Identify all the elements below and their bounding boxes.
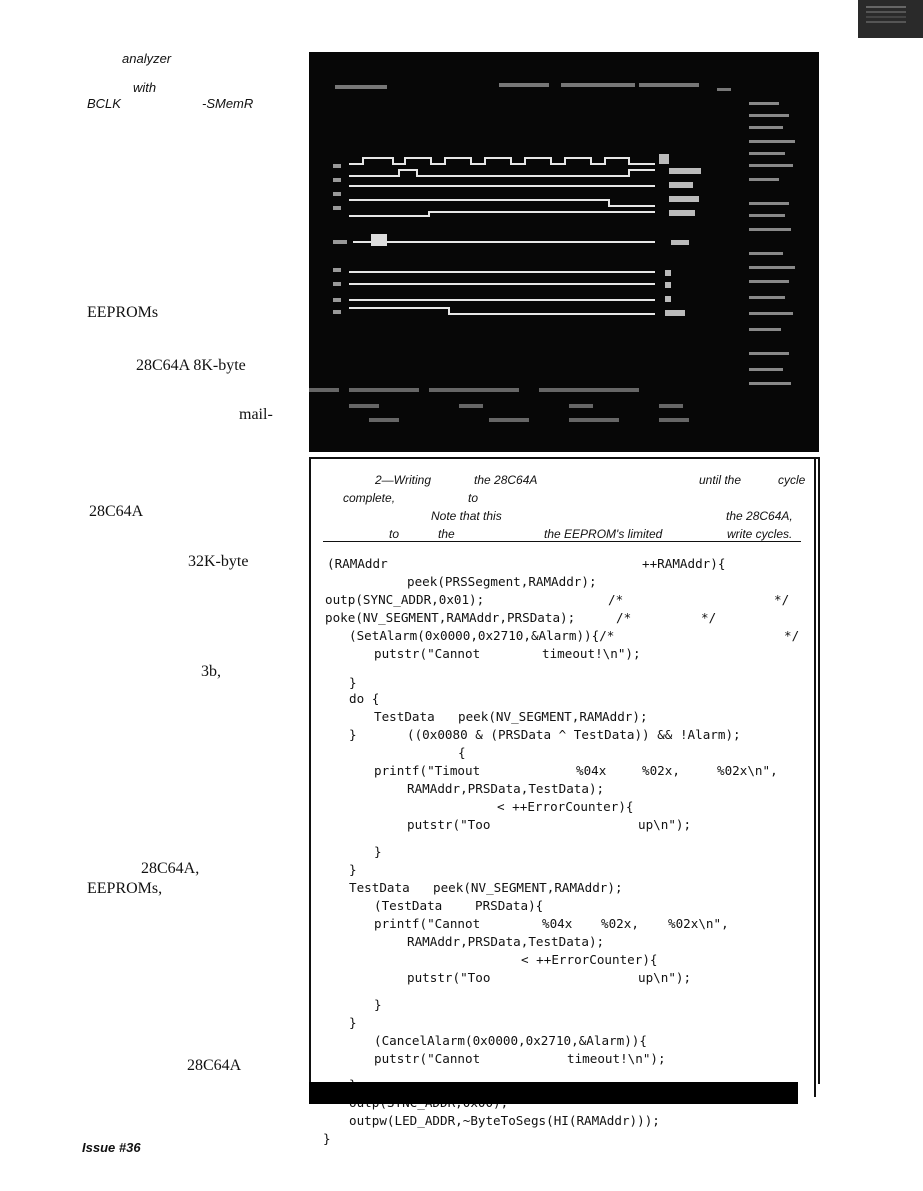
code-fragment: } <box>374 997 382 1012</box>
code-fragment: TestData <box>349 880 410 895</box>
scope-footer-noise <box>309 388 689 422</box>
code-fragment: (TestData <box>374 898 443 913</box>
logic-analyzer-screen <box>309 52 819 452</box>
code-fragment: putstr("Cannot <box>374 1051 481 1066</box>
corner-tab <box>858 0 923 38</box>
code-fragment: %04x <box>576 763 607 778</box>
figure-bottom-bar <box>309 1082 798 1104</box>
body-text-fragment: 32K-byte <box>188 553 249 570</box>
code-fragment: peek(PRSSegment,RAMAddr); <box>407 574 597 589</box>
code-fragment: %02x, <box>642 763 680 778</box>
code-fragment: PRSData){ <box>475 898 544 913</box>
code-fragment: %02x\n", <box>717 763 778 778</box>
code-fragment: timeout!\n"); <box>542 646 641 661</box>
body-text-fragment: 28C64A <box>187 1057 242 1074</box>
code-fragment: } <box>349 675 357 690</box>
code-fragment: peek(NV_SEGMENT,RAMAddr); <box>458 709 648 724</box>
code-fragment: } <box>374 844 382 859</box>
code-fragment: putstr("Cannot <box>374 646 481 661</box>
scope-waveforms <box>349 158 655 314</box>
logic-analyzer-traces <box>309 52 819 452</box>
caption-fragment: Note that this <box>431 509 502 523</box>
code-fragment: do { <box>349 691 380 706</box>
code-fragment: (CancelAlarm(0x0000,0x2710,&Alarm)){ <box>374 1033 647 1048</box>
code-fragment: printf("Timout <box>374 763 481 778</box>
body-text-fragment: analyzer <box>122 51 172 66</box>
body-text-fragment: -SMemR <box>202 96 254 111</box>
code-fragment: } <box>323 1131 331 1146</box>
body-text-fragment: 28C64A <box>89 503 144 520</box>
code-fragment: up\n"); <box>638 970 692 985</box>
code-fragment: ++RAMAddr){ <box>642 556 726 571</box>
code-fragment: */ <box>784 628 800 643</box>
scope-cursor <box>371 234 387 246</box>
code-fragment: < ++ErrorCounter){ <box>497 799 634 814</box>
scope-side-noise <box>749 102 795 385</box>
caption-fragment: to <box>468 491 479 505</box>
code-fragment: %02x, <box>601 916 639 931</box>
code-fragment: } <box>349 862 357 877</box>
caption-fragment: write cycles. <box>727 527 793 541</box>
code-fragment: %02x\n", <box>668 916 729 931</box>
figure-2-box <box>309 457 820 1146</box>
body-text-fragment: 28C64A, <box>141 860 200 877</box>
body-text-fragment: mail- <box>239 406 273 423</box>
code-fragment: RAMAddr,PRSData,TestData); <box>407 934 605 949</box>
code-fragment: peek(NV_SEGMENT,RAMAddr); <box>433 880 623 895</box>
body-text-fragment: BCLK <box>87 96 121 111</box>
caption-fragment: complete, <box>343 491 396 505</box>
code-fragment: } <box>349 727 357 742</box>
code-fragment: timeout!\n"); <box>567 1051 666 1066</box>
scope-channel-markers <box>333 164 347 314</box>
code-fragment: poke(NV_SEGMENT,RAMAddr,PRSData); <box>325 610 576 625</box>
code-fragment: (RAMAddr <box>327 556 388 571</box>
issue-number: Issue #36 <box>82 1140 141 1155</box>
body-text-fragment: 28C64A 8K-byte <box>136 357 246 374</box>
body-text-fragment: EEPROMs <box>87 304 159 321</box>
code-fragment: } <box>349 1015 357 1030</box>
code-fragment: outpw(LED_ADDR,~ByteToSegs(HI(RAMAddr))); <box>349 1113 660 1128</box>
caption-divider <box>323 541 801 542</box>
body-text-fragment: 3b, <box>201 663 221 680</box>
code-fragment: < ++ErrorCounter){ <box>521 952 658 967</box>
caption-fragment: 2—Writing <box>375 473 432 487</box>
code-fragment: */ <box>701 610 717 625</box>
code-fragment: outp(SYNC_ADDR,0x01); <box>325 592 485 607</box>
caption-fragment: until the <box>699 473 742 487</box>
caption-fragment: the EEPROM's limited <box>544 527 663 541</box>
scope-labels <box>659 154 701 316</box>
caption-fragment: the <box>438 527 455 541</box>
code-fragment: TestData <box>374 709 435 724</box>
code-fragment: /* <box>608 592 624 607</box>
code-fragment: { <box>458 745 466 760</box>
caption-fragment: to <box>389 527 400 541</box>
code-fragment: ((0x0080 & (PRSData ^ TestData)) && !Alarm); <box>407 727 741 742</box>
figure-right-edge <box>814 457 816 1097</box>
code-fragment: putstr("Too <box>407 970 491 985</box>
code-fragment: putstr("Too <box>407 817 491 832</box>
scope-header-noise <box>335 83 731 91</box>
code-fragment: %04x <box>542 916 573 931</box>
code-fragment: (SetAlarm(0x0000,0x2710,&Alarm)){/* <box>349 628 615 643</box>
code-fragment: /* <box>616 610 632 625</box>
caption-fragment: the 28C64A, <box>726 509 793 523</box>
code-fragment: printf("Cannot <box>374 916 481 931</box>
body-text-fragment: with <box>133 80 157 95</box>
caption-fragment: cycle <box>778 473 806 487</box>
code-listing <box>311 551 816 1146</box>
caption-fragment: the 28C64A <box>474 473 538 487</box>
body-text-fragment: EEPROMs, <box>87 880 163 897</box>
code-fragment: RAMAddr,PRSData,TestData); <box>407 781 605 796</box>
code-fragment: */ <box>774 592 790 607</box>
code-fragment: up\n"); <box>638 817 692 832</box>
